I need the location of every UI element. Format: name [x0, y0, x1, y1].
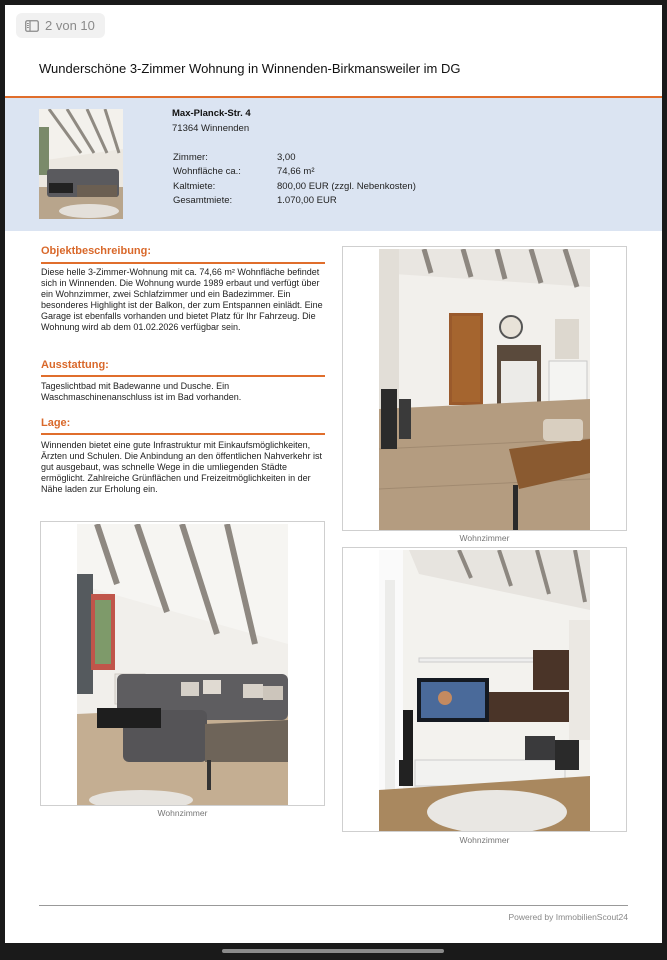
- listing-thumbnail: [39, 109, 123, 219]
- page-indicator[interactable]: [16, 13, 105, 38]
- description-text: Diese helle 3-Zimmer-Wohnung mit ca. 74,66 m² Wohnfläche befindet sich in Winnenden. Die Wohnung wurde 1989 erbaut und verfügt über ein Wohnzimmer, zwei Schlafzimmer und ein Badezimmer. Ein besonderes Highlight ist der Balkon, der zum Entspannen einlädt. Eine Garage ist ebenfalls vorhanden und bietet Platz für Ihr Fahrzeug. Die Wohnung wird ab dem 01.02.2026 verfügbar sein.: [41, 267, 323, 333]
- top-bezel: [0, 0, 667, 4]
- sidebar-icon: [25, 20, 39, 32]
- fact-label: Wohnfläche ca.:: [173, 166, 241, 178]
- description-divider: [41, 262, 325, 264]
- photo-caption: Wohnzimmer: [459, 835, 510, 845]
- photo-frame[interactable]: [342, 547, 627, 832]
- fact-label: Kaltmiete:: [173, 180, 216, 192]
- fact-label: Zimmer:: [173, 151, 208, 163]
- fact-value: 3,00: [277, 151, 296, 163]
- fact-row-living-area: [173, 165, 416, 180]
- fact-value: 1.070,00 EUR: [277, 195, 337, 207]
- document-page[interactable]: [5, 5, 662, 943]
- photo-caption: Wohnzimmer: [157, 808, 208, 818]
- fact-value: 74,66 m²: [277, 166, 315, 178]
- location-text: Winnenden bietet eine gute Infrastruktur mit Einkaufsmöglichkeiten, Ärzten und Schulen. Die Anbindung an den öffentlichen Nahverkehr ist gut ausgebaut, was schnelle Wege in die umliegenden Städte ermöglicht. Zahlreiche Grünflächen und Freizeitmöglichkeiten in der Nähe laden zur Erholung ein.: [41, 440, 323, 495]
- fact-row-total-rent: [173, 194, 416, 209]
- address-city: 71364 Winnenden: [172, 123, 250, 134]
- listing-title: Wunderschöne 3-Zimmer Wohnung in Winnenden-Birkmansweiler im DG: [39, 61, 461, 76]
- location-divider: [41, 433, 325, 435]
- photo-caption: Wohnzimmer: [459, 533, 510, 543]
- page-indicator-label: 2 von 10: [45, 18, 95, 33]
- home-indicator[interactable]: [222, 949, 444, 953]
- address-street: Max-Planck-Str. 4: [172, 108, 251, 119]
- photo-frame[interactable]: [40, 521, 325, 806]
- living-room-photo[interactable]: [77, 524, 288, 805]
- footer-credit: Powered by ImmobilienScout24: [508, 912, 628, 922]
- key-facts: [173, 150, 416, 208]
- features-text: Tageslichtbad mit Badewanne und Dusche. Ein Waschmaschinenanschluss ist im Bad vorhanden.: [41, 381, 242, 403]
- living-room-photo[interactable]: [379, 550, 590, 831]
- features-divider: [41, 375, 325, 377]
- location-heading: Lage:: [41, 417, 71, 429]
- fact-value: 800,00 EUR (zzgl. Nebenkosten): [277, 180, 416, 192]
- living-room-photo[interactable]: [379, 249, 590, 530]
- fact-label: Gesamtmiete:: [173, 195, 233, 207]
- features-heading: Ausstattung:: [41, 359, 109, 371]
- fact-row-rooms: [173, 150, 416, 165]
- footer-divider: [39, 905, 628, 906]
- description-heading: Objektbeschreibung:: [41, 245, 152, 257]
- fact-row-cold-rent: [173, 179, 416, 194]
- photo-frame[interactable]: [342, 246, 627, 531]
